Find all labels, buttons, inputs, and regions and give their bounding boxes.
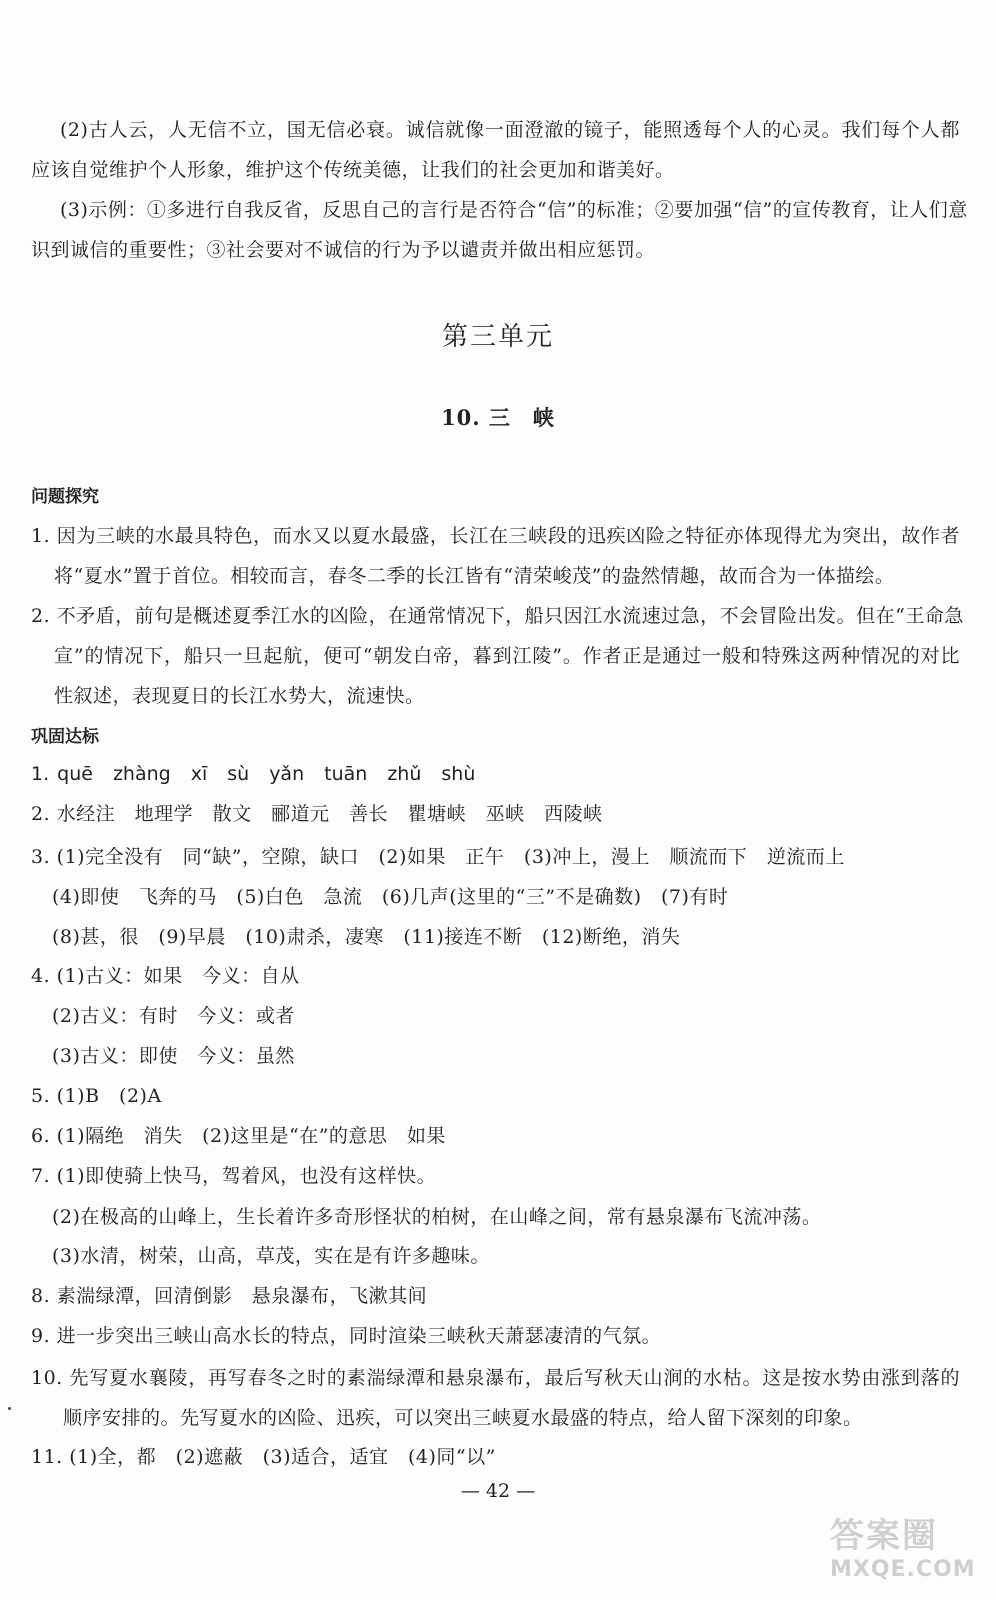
answer-text-line: 宣”的情况下，船只一旦起航，便可“朝发白帝，暮到江陵”。作者正是通过一般和特殊这两种情况的对比	[54, 645, 960, 667]
watermark-logo	[830, 1508, 980, 1588]
answer-text-line: 10. 先写夏水襄陵，再写春冬之时的素湍绿潭和悬泉瀑布，最后写秋天山涧的水枯。这是按水势由涨到落的	[31, 1367, 960, 1389]
pinyin-item: quē	[57, 763, 93, 785]
unit-title: 第三单元	[441, 322, 554, 352]
section-label-consolidate: 巩固达标	[31, 727, 99, 747]
answer-text-line: (2)在极高的山峰上，生长着许多奇形怪状的柏树，在山峰之间，常有悬泉瀑布飞流冲荡。	[52, 1206, 822, 1228]
answer-text-line: 11. (1)全，都 (2)遮蔽 (3)适合，适宜 (4)同“以”	[31, 1446, 496, 1468]
answer-text-line: 2. 水经注 地理学 散文 郦道元 善长 瞿塘峡 巫峡 西陵峡	[31, 803, 603, 825]
pinyin-item: xī	[190, 763, 208, 785]
answer-text-line: 9. 进一步突出三峡山高水长的特点，同时渲染三峡秋天萧瑟凄清的气氛。	[31, 1325, 662, 1347]
answer-text-line: (8)甚，很 (9)早晨 (10)肃杀，凄寒 (11)接连不断 (12)断绝，消失	[52, 926, 681, 948]
pinyin-item: tuān	[324, 763, 368, 785]
scan-speck	[8, 1407, 11, 1410]
answer-text-line: 7. (1)即使骑上快马，驾着风，也没有这样快。	[31, 1165, 437, 1187]
watermark-top-text: 答案圈	[830, 1516, 938, 1556]
answer-text-line: 1. 因为三峡的水最具特色，而水又以夏水最盛，长江在三峡段的迅疾凶险之特征亦体现得尤为突出，故作者	[31, 525, 960, 547]
pinyin-item: shù	[441, 763, 476, 785]
answer-text-line: (3)水清，树荣，山高，草茂，实在是有许多趣味。	[52, 1245, 490, 1267]
answer-text-line: 4. (1)古义：如果 今义：自从	[31, 965, 300, 987]
answer-text-line: 6. (1)隔绝 消失 (2)这里是“在”的意思 如果	[31, 1125, 446, 1147]
answer-text-line: 8. 素湍绿潭，回清倒影 悬泉瀑布，飞漱其间	[31, 1285, 428, 1307]
lesson-title: 10. 三 峡	[441, 405, 555, 430]
question-number: 1.	[31, 763, 50, 785]
answer-text-line: 将“夏水”置于首位。相较而言，春冬二季的长江皆有“清荣峻茂”的盎然情趣，故而合为一体描绘。	[54, 565, 895, 587]
page-number: — 42 —	[460, 1480, 536, 1502]
answer-text-line: (3)古义：即使 今义：虽然	[52, 1045, 295, 1067]
pinyin-item: yǎn	[269, 763, 305, 785]
section-label-explore: 问题探究	[31, 487, 99, 507]
answer-text-line: 2. 不矛盾，前句是概述夏季江水的凶险，在通常情况下，船只因江水流速过急，不会冒险出发。但在“王命急	[31, 605, 964, 627]
answer-text-line: (2)古人云，人无信不立，国无信必衰。诚信就像一面澄澈的镜子，能照透每个人的心灵。我们每个人都	[60, 119, 960, 141]
answer-text-line: (2)古义：有时 今义：或者	[52, 1005, 295, 1027]
answer-text-line: 3. (1)完全没有 同“缺”，空隙，缺口 (2)如果 正午 (3)冲上，漫上 顺流而下 逆流而上	[31, 846, 845, 868]
pinyin-item: zhàng	[112, 763, 171, 785]
answer-text-line: 识到诚信的重要性；③社会要对不诚信的行为予以谴责并做出相应惩罚。	[31, 239, 656, 261]
answer-text-line: (3)示例：①多进行自我反省，反思自己的言行是否符合“信”的标准；②要加强“信”的宣传教育，让人们意	[60, 199, 968, 221]
watermark-bottom-text: MXQE.COM	[830, 1557, 976, 1582]
pinyin-item: sù	[227, 763, 250, 785]
pinyin-answer-line	[31, 761, 495, 787]
answer-text-line: 顺序安排的。先写夏水的凶险、迅疾，可以突出三峡夏水最盛的特点，给人留下深刻的印象。	[63, 1407, 863, 1429]
answer-text-line: 性叙述，表现夏日的长江水势大，流速快。	[54, 685, 425, 707]
answer-text-line: (4)即使 飞奔的马 (5)白色 急流 (6)几声(这里的“三”不是确数) (7)有时	[52, 886, 729, 908]
answer-text-line: 5. (1)B (2)A	[31, 1085, 162, 1107]
pinyin-item: zhǔ	[387, 763, 422, 785]
answer-text-line: 应该自觉维护个人形象，维护这个传统美德，让我们的社会更加和谐美好。	[31, 159, 675, 181]
